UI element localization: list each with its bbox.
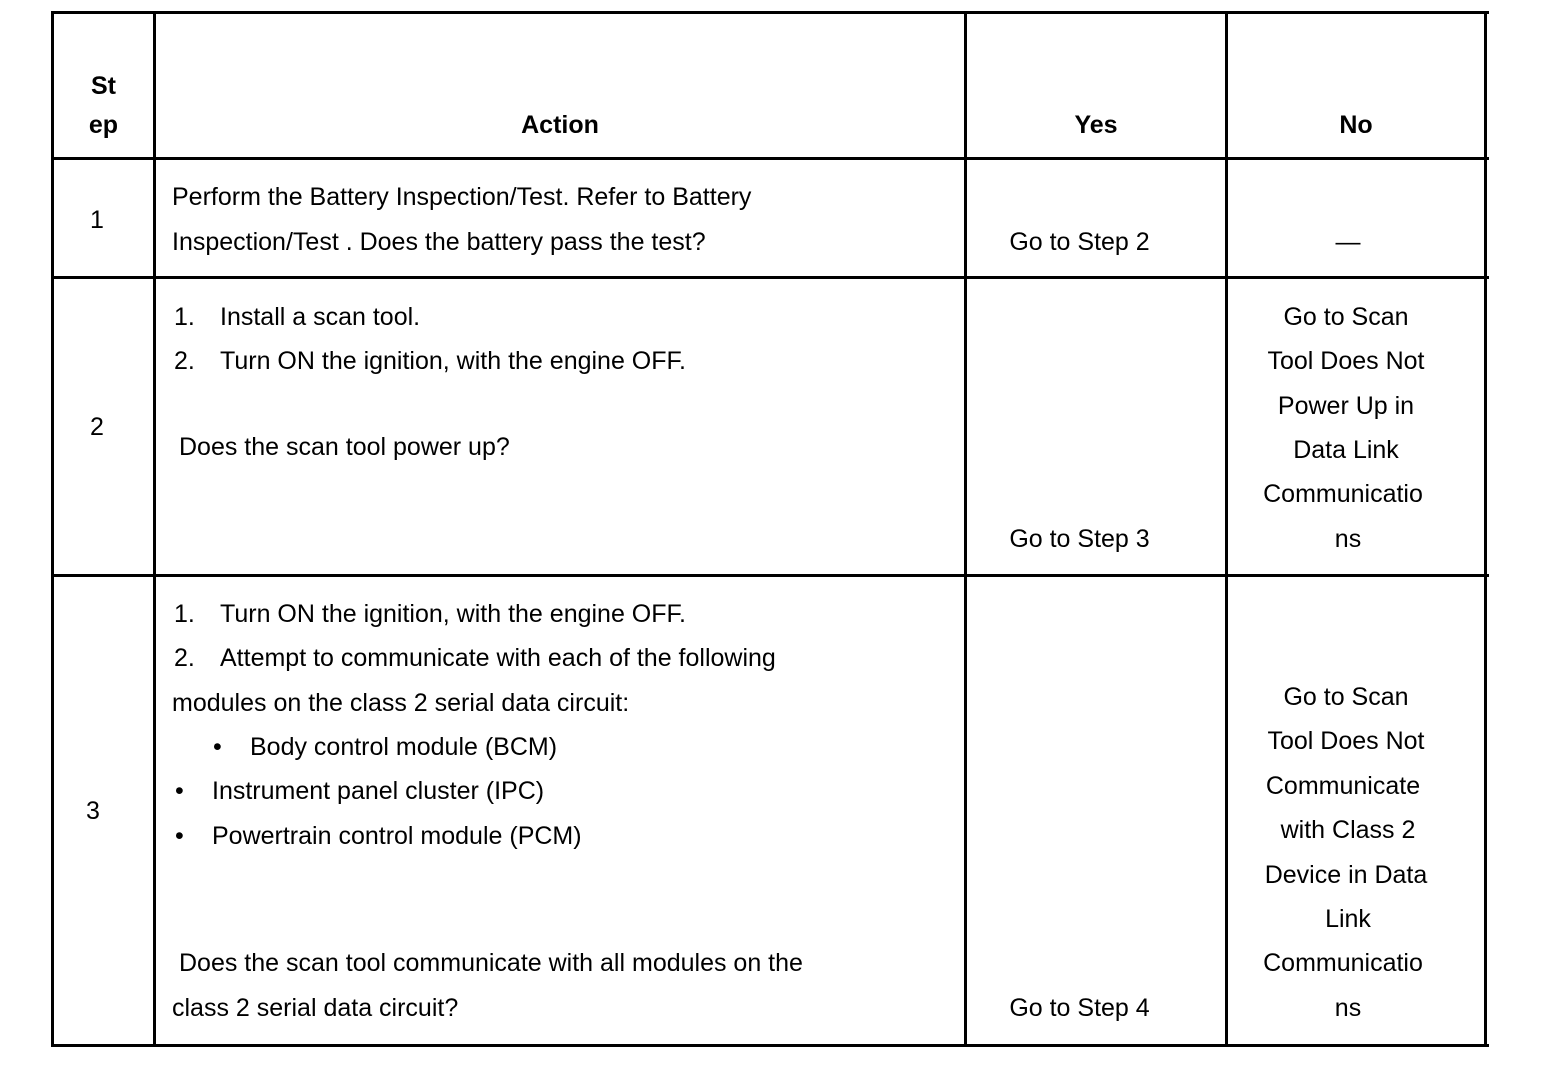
row-2-action-item-1	[174, 295, 874, 339]
table-border-left	[51, 11, 54, 1047]
list-item-text: Turn ON the ignition, with the engine OFF.	[220, 347, 686, 375]
row-1-action-line-2: Inspection/Test . Does the battery pass the test?	[172, 228, 706, 256]
table-border-right	[1484, 11, 1487, 1047]
list-item-text: Turn ON the ignition, with the engine OFF.	[220, 600, 686, 628]
row-3-action-item-1	[174, 592, 934, 636]
row-2-no-line-1: Go to Scan	[1283, 303, 1409, 331]
table-row-divider-2	[51, 574, 1489, 577]
table-row-divider-1	[51, 276, 1489, 279]
header-step-line-1: St	[91, 72, 116, 100]
header-no: No	[1339, 111, 1373, 139]
row-3-no-line-2: Tool Does Not	[1267, 727, 1425, 755]
row-2-no-line-3: Power Up in	[1277, 392, 1415, 420]
row-3-no-line-8: ns	[1334, 994, 1362, 1022]
row-2-no-line-6: ns	[1334, 525, 1362, 553]
row-3-no-line-4: with Class 2	[1280, 816, 1416, 844]
row-1-no: —	[1335, 228, 1361, 256]
row-3-bullet-1	[213, 725, 713, 769]
header-step-line-2: ep	[88, 111, 119, 139]
row-1-step: 1	[90, 206, 104, 234]
table-header-divider	[51, 157, 1489, 160]
row-1-yes: Go to Step 2	[1009, 228, 1150, 256]
bullet-icon: •	[175, 777, 184, 805]
list-item-text: Install a scan tool.	[220, 303, 421, 331]
row-2-no-line-4: Data Link	[1293, 436, 1399, 464]
bullet-text: Body control module (BCM)	[250, 733, 558, 761]
row-3-question-line-2: class 2 serial data circuit?	[172, 994, 459, 1022]
list-item-text: Attempt to communicate with each of the following	[220, 644, 776, 672]
header-action: Action	[521, 111, 599, 139]
row-3-step: 3	[86, 797, 100, 825]
row-3-yes: Go to Step 4	[1009, 994, 1150, 1022]
table-border-top	[51, 11, 1489, 14]
row-2-no-line-5: Communicatio	[1263, 480, 1423, 508]
row-2-step: 2	[90, 413, 104, 441]
row-2-action-item-2	[174, 339, 874, 383]
row-3-no-line-1: Go to Scan	[1283, 683, 1409, 711]
row-1-action-line-1: Perform the Battery Inspection/Test. Refer to Battery	[172, 183, 752, 211]
table-divider-step-action	[153, 11, 156, 1047]
row-2-no-line-2: Tool Does Not	[1267, 347, 1425, 375]
table-border-bottom	[51, 1044, 1489, 1047]
bullet-text: Powertrain control module (PCM)	[212, 822, 582, 850]
row-3-question-line-1: Does the scan tool communicate with all modules on the	[179, 949, 803, 977]
row-3-bullet-2	[175, 769, 675, 813]
row-3-no-line-3: Communicate	[1265, 772, 1421, 800]
row-3-bullet-3	[175, 814, 675, 858]
row-2-question: Does the scan tool power up?	[179, 433, 510, 461]
row-3-no-line-5: Device in Data	[1264, 861, 1428, 889]
header-yes: Yes	[1074, 111, 1118, 139]
row-3-no-line-7: Communicatio	[1263, 949, 1423, 977]
row-3-action-item-2	[174, 636, 934, 680]
list-number: 1.	[174, 600, 195, 628]
list-number: 2.	[174, 644, 195, 672]
row-3-no-line-6: Link	[1325, 905, 1371, 933]
bullet-text: Instrument panel cluster (IPC)	[212, 777, 545, 805]
list-number: 1.	[174, 303, 195, 331]
bullet-icon: •	[175, 822, 184, 850]
row-3-action-continuation: modules on the class 2 serial data circuit:	[172, 689, 630, 717]
bullet-icon: •	[213, 733, 222, 761]
list-number: 2.	[174, 347, 195, 375]
row-2-yes: Go to Step 3	[1009, 525, 1150, 553]
